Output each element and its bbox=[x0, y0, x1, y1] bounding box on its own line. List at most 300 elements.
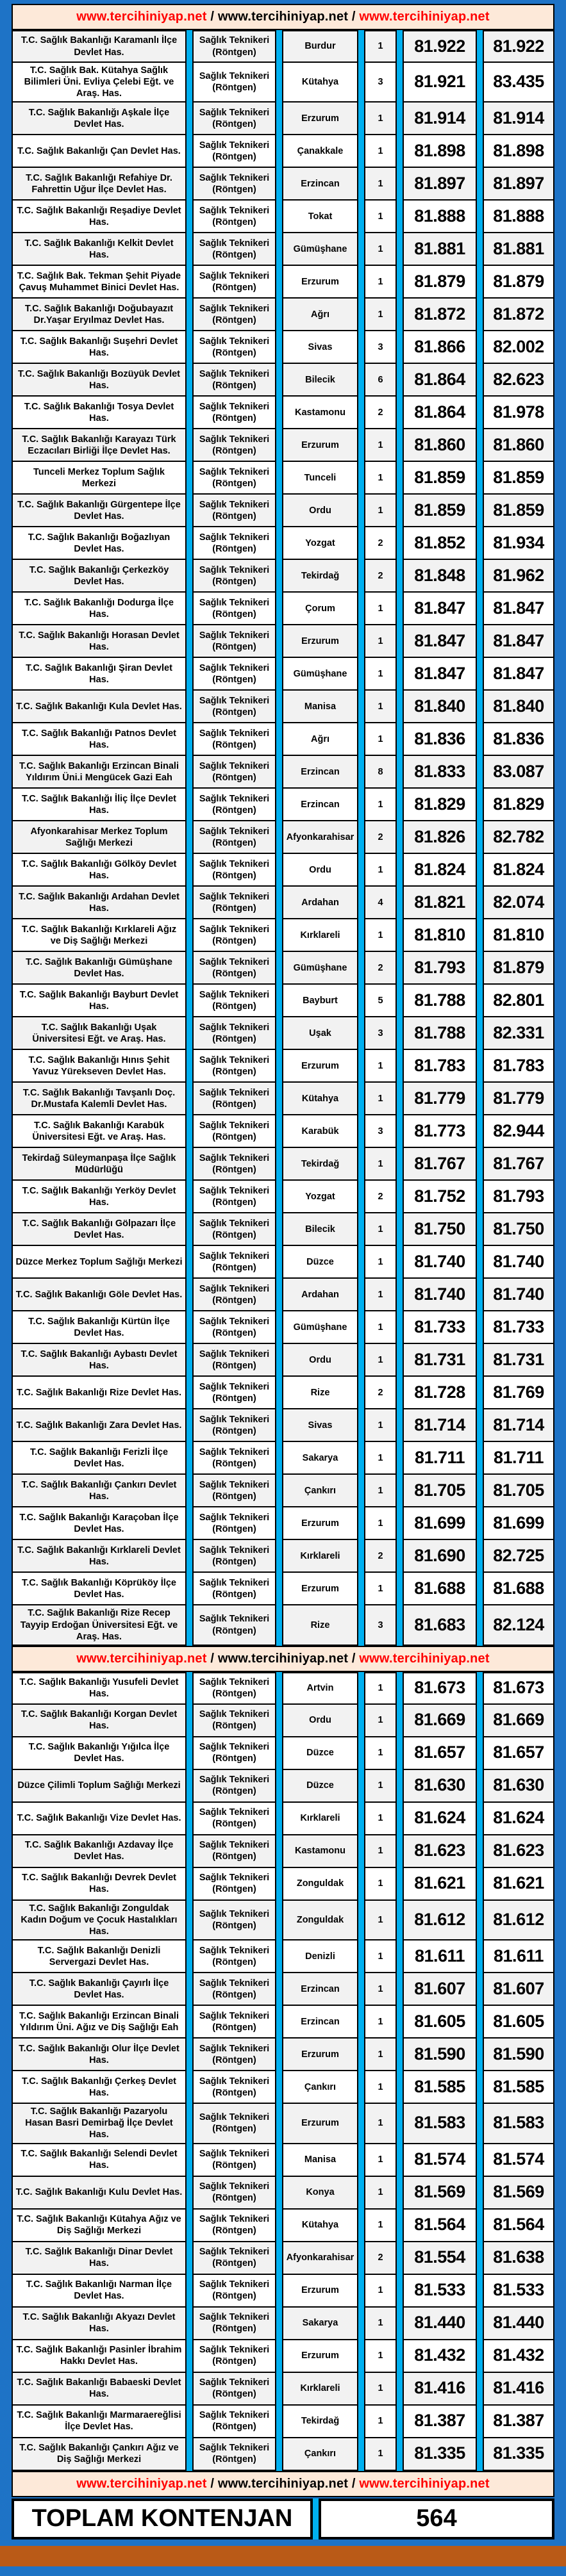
city-cell: Kırklareli bbox=[282, 2373, 358, 2406]
quota-cell: 1 bbox=[364, 103, 397, 135]
position-branch: (Röntgen) bbox=[212, 2087, 256, 2098]
position-branch: (Röntgen) bbox=[212, 47, 256, 58]
max-score-cell: 81.657 bbox=[483, 1737, 554, 1770]
position-cell bbox=[192, 1737, 276, 1770]
table-row bbox=[12, 168, 554, 201]
banner-top bbox=[12, 4, 554, 30]
site-url-text: www.tercihiniyap.net bbox=[359, 2476, 490, 2491]
max-score-cell: 81.731 bbox=[483, 1344, 554, 1377]
quota-cell: 3 bbox=[364, 1605, 397, 1645]
position-cell bbox=[192, 1148, 276, 1181]
city-cell: Erzincan bbox=[282, 168, 358, 201]
position-branch: (Röntgen) bbox=[212, 1327, 256, 1338]
city-cell: Bilecik bbox=[282, 1213, 358, 1246]
position-cell bbox=[192, 135, 276, 168]
position-branch: (Röntgen) bbox=[212, 184, 256, 195]
max-score-cell: 81.699 bbox=[483, 1507, 554, 1540]
min-score-cell: 81.793 bbox=[403, 952, 477, 985]
max-score-cell: 81.779 bbox=[483, 1083, 554, 1115]
position-title: Sağlık Teknikeri bbox=[199, 434, 270, 445]
city-cell: Kırklareli bbox=[282, 1803, 358, 1835]
city-cell: Manisa bbox=[282, 691, 358, 723]
position-branch: (Röntgen) bbox=[212, 83, 256, 94]
institution-cell: T.C. Sağlık Bakanlığı Zonguldak Kadın Doğum ve Çocuk Hastalıkları Has. bbox=[12, 1901, 187, 1940]
city-cell: Erzurum bbox=[282, 2104, 358, 2144]
institution-cell: T.C. Sağlık Bakanlığı Kula Devlet Has. bbox=[12, 691, 187, 723]
position-title: Sağlık Teknikeri bbox=[199, 35, 270, 46]
quota-cell: 1 bbox=[364, 2039, 397, 2071]
quota-cell: 8 bbox=[364, 756, 397, 789]
bottom-bar bbox=[0, 2546, 566, 2566]
city-cell: Tunceli bbox=[282, 462, 358, 495]
position-branch: (Röntgen) bbox=[212, 315, 256, 325]
city-cell: Bilecik bbox=[282, 364, 358, 397]
quota-cell: 1 bbox=[364, 1803, 397, 1835]
position-branch: (Röntgen) bbox=[212, 1625, 256, 1636]
position-branch: (Röntgen) bbox=[212, 1066, 256, 1077]
position-title: Sağlık Teknikeri bbox=[199, 205, 270, 216]
position-cell bbox=[192, 103, 276, 135]
min-score-cell: 81.657 bbox=[403, 1737, 477, 1770]
position-branch: (Röntgen) bbox=[212, 870, 256, 881]
max-score-cell: 81.859 bbox=[483, 462, 554, 495]
site-url-text: www.tercihiniyap.net bbox=[76, 1651, 207, 1666]
city-cell: Afyonkarahisar bbox=[282, 2242, 358, 2275]
min-score-cell: 81.860 bbox=[403, 429, 477, 462]
quota-cell: 1 bbox=[364, 1246, 397, 1279]
position-branch: (Röntgen) bbox=[212, 478, 256, 489]
institution-cell: T.C. Sağlık Bakanlığı Erzincan Binali Yıldırım Üni.i Mengücek Gazi Eah bbox=[12, 756, 187, 789]
min-score-cell: 81.864 bbox=[403, 397, 477, 429]
position-branch: (Röntgen) bbox=[212, 1425, 256, 1436]
min-score-cell: 81.440 bbox=[403, 2308, 477, 2340]
max-score-cell: 81.750 bbox=[483, 1213, 554, 1246]
position-cell bbox=[192, 2242, 276, 2275]
city-cell: Artvin bbox=[282, 1672, 358, 1705]
min-score-cell: 81.779 bbox=[403, 1083, 477, 1115]
table-row bbox=[12, 1835, 554, 1868]
position-title: Sağlık Teknikeri bbox=[199, 2311, 270, 2322]
min-score-cell: 81.866 bbox=[403, 331, 477, 364]
position-cell bbox=[192, 1605, 276, 1645]
max-score-cell: 81.564 bbox=[483, 2210, 554, 2242]
city-cell: Ordu bbox=[282, 1705, 358, 1737]
min-score-cell: 81.821 bbox=[403, 887, 477, 919]
city-cell: Kütahya bbox=[282, 2210, 358, 2242]
min-score-cell: 81.624 bbox=[403, 1803, 477, 1835]
table-row bbox=[12, 233, 554, 266]
quota-cell: 2 bbox=[364, 952, 397, 985]
table-row bbox=[12, 1409, 554, 1442]
max-score-cell: 81.847 bbox=[483, 658, 554, 691]
quota-cell: 1 bbox=[364, 919, 397, 952]
city-cell: Erzurum bbox=[282, 266, 358, 299]
position-title: Sağlık Teknikeri bbox=[199, 1479, 270, 1490]
institution-cell: T.C. Sağlık Bakanlığı Pazaryolu Hasan Basri Demirbağ İlçe Devlet Has. bbox=[12, 2104, 187, 2144]
quota-cell: 1 bbox=[364, 2071, 397, 2104]
min-score-cell: 81.859 bbox=[403, 462, 477, 495]
position-cell bbox=[192, 2006, 276, 2039]
position-title: Sağlık Teknikeri bbox=[199, 1218, 270, 1229]
institution-cell: T.C. Sağlık Bakanlığı Çankırı Ağız ve Diş Sağlığı Merkezi bbox=[12, 2438, 187, 2471]
quota-cell: 2 bbox=[364, 1540, 397, 1573]
city-cell: Ordu bbox=[282, 495, 358, 527]
position-cell bbox=[192, 1672, 276, 1705]
position-branch: (Röntgen) bbox=[212, 2258, 256, 2268]
position-cell bbox=[192, 1507, 276, 1540]
min-score-cell: 81.585 bbox=[403, 2071, 477, 2104]
position-cell bbox=[192, 952, 276, 985]
min-score-cell: 81.683 bbox=[403, 1605, 477, 1645]
table-row bbox=[12, 2144, 554, 2177]
institution-cell: T.C. Sağlık Bakanlığı Horasan Devlet Has. bbox=[12, 625, 187, 658]
position-cell bbox=[192, 887, 276, 919]
max-score-cell: 81.688 bbox=[483, 1573, 554, 1605]
institution-cell: T.C. Sağlık Bakanlığı Kelkit Devlet Has. bbox=[12, 233, 187, 266]
position-title: Sağlık Teknikeri bbox=[199, 1840, 270, 1851]
position-cell bbox=[192, 1573, 276, 1605]
position-title: Sağlık Teknikeri bbox=[199, 2181, 270, 2192]
position-branch: (Röntgen) bbox=[212, 805, 256, 816]
min-score-cell: 81.914 bbox=[403, 103, 477, 135]
site-url-text: www.tercihiniyap.net bbox=[217, 10, 349, 24]
city-cell: Afyonkarahisar bbox=[282, 821, 358, 854]
min-score-cell: 81.387 bbox=[403, 2406, 477, 2438]
position-branch: (Röntgen) bbox=[212, 119, 256, 129]
quota-cell: 2 bbox=[364, 560, 397, 593]
min-score-cell: 81.533 bbox=[403, 2275, 477, 2308]
position-branch: (Röntgen) bbox=[212, 2291, 256, 2301]
position-branch: (Röntgen) bbox=[212, 674, 256, 685]
min-score-cell: 81.590 bbox=[403, 2039, 477, 2071]
min-score-cell: 81.897 bbox=[403, 168, 477, 201]
city-cell: Erzurum bbox=[282, 2275, 358, 2308]
position-title: Sağlık Teknikeri bbox=[199, 107, 270, 118]
position-cell bbox=[192, 1770, 276, 1803]
position-title: Sağlık Teknikeri bbox=[199, 1054, 270, 1065]
position-branch: (Röntgen) bbox=[212, 1721, 256, 1732]
position-title: Sağlık Teknikeri bbox=[199, 1316, 270, 1327]
max-score-cell: 81.533 bbox=[483, 2275, 554, 2308]
position-cell bbox=[192, 1181, 276, 1213]
min-score-cell: 81.840 bbox=[403, 691, 477, 723]
table-row bbox=[12, 1672, 554, 1705]
quota-cell: 1 bbox=[364, 2210, 397, 2242]
min-score-cell: 81.623 bbox=[403, 1835, 477, 1868]
min-score-cell: 81.740 bbox=[403, 1246, 477, 1279]
position-branch: (Röntgen) bbox=[212, 1884, 256, 1895]
table-row bbox=[12, 1050, 554, 1083]
institution-cell: T.C. Sağlık Bakanlığı Karamanlı İlçe Devlet Has. bbox=[12, 30, 187, 63]
max-score-cell: 81.836 bbox=[483, 723, 554, 756]
quota-cell: 1 bbox=[364, 299, 397, 331]
city-cell: Kütahya bbox=[282, 1083, 358, 1115]
max-score-cell: 81.847 bbox=[483, 625, 554, 658]
position-title: Sağlık Teknikeri bbox=[199, 2148, 270, 2159]
min-score-cell: 81.612 bbox=[403, 1901, 477, 1940]
position-title: Sağlık Teknikeri bbox=[199, 1185, 270, 1196]
position-branch: (Röntgen) bbox=[212, 445, 256, 456]
city-cell: Yozgat bbox=[282, 1181, 358, 1213]
min-score-cell: 81.881 bbox=[403, 233, 477, 266]
position-branch: (Röntgen) bbox=[212, 1131, 256, 1142]
site-url-text: www.tercihiniyap.net bbox=[76, 10, 207, 24]
institution-cell: Afyonkarahisar Merkez Toplum Sağlığı Merkezi bbox=[12, 821, 187, 854]
max-score-cell: 81.621 bbox=[483, 1868, 554, 1901]
position-title: Sağlık Teknikeri bbox=[199, 1283, 270, 1294]
max-score-cell: 81.569 bbox=[483, 2177, 554, 2210]
table-row bbox=[12, 1017, 554, 1050]
max-score-cell: 81.611 bbox=[483, 1940, 554, 1973]
min-score-cell: 81.767 bbox=[403, 1148, 477, 1181]
position-title: Sağlık Teknikeri bbox=[199, 238, 270, 249]
city-cell: Erzurum bbox=[282, 2039, 358, 2071]
min-score-cell: 81.898 bbox=[403, 135, 477, 168]
city-cell: Sakarya bbox=[282, 1442, 358, 1475]
banner-separator: / bbox=[348, 10, 360, 24]
position-cell bbox=[192, 2071, 276, 2104]
position-cell bbox=[192, 168, 276, 201]
table-row bbox=[12, 1344, 554, 1377]
max-score-cell: 81.962 bbox=[483, 560, 554, 593]
table-row bbox=[12, 1540, 554, 1573]
institution-cell: T.C. Sağlık Bakanlığı Karayazı Türk Eczacıları Birliği İlçe Devlet Has. bbox=[12, 429, 187, 462]
city-cell: Erzurum bbox=[282, 2340, 358, 2373]
position-cell bbox=[192, 2275, 276, 2308]
position-branch: (Röntgen) bbox=[212, 1589, 256, 1600]
position-cell bbox=[192, 1868, 276, 1901]
institution-cell: T.C. Sağlık Bakanlığı Şiran Devlet Has. bbox=[12, 658, 187, 691]
institution-cell: Düzce Çilimli Toplum Sağlığı Merkezi bbox=[12, 1770, 187, 1803]
city-cell: Erzurum bbox=[282, 429, 358, 462]
position-branch: (Röntgen) bbox=[212, 1786, 256, 1797]
position-cell bbox=[192, 2406, 276, 2438]
position-cell bbox=[192, 397, 276, 429]
institution-cell: T.C. Sağlık Bakanlığı Karaçoban İlçe Devlet Has. bbox=[12, 1507, 187, 1540]
city-cell: Çanakkale bbox=[282, 135, 358, 168]
max-score-cell: 81.669 bbox=[483, 1705, 554, 1737]
table-row bbox=[12, 723, 554, 756]
quota-cell: 1 bbox=[364, 1213, 397, 1246]
site-url-text: www.tercihiniyap.net bbox=[359, 10, 490, 24]
site-url-text: www.tercihiniyap.net bbox=[217, 1651, 349, 1666]
quota-cell: 2 bbox=[364, 527, 397, 560]
position-title: Sağlık Teknikeri bbox=[199, 1349, 270, 1359]
table-row bbox=[12, 1573, 554, 1605]
position-cell bbox=[192, 985, 276, 1017]
position-title: Sağlık Teknikeri bbox=[199, 2246, 270, 2257]
position-cell bbox=[192, 429, 276, 462]
quota-cell: 1 bbox=[364, 30, 397, 63]
position-branch: (Röntgen) bbox=[212, 1851, 256, 1862]
table-row bbox=[12, 1507, 554, 1540]
min-score-cell: 81.752 bbox=[403, 1181, 477, 1213]
position-branch: (Röntgen) bbox=[212, 1556, 256, 1567]
max-score-cell: 81.711 bbox=[483, 1442, 554, 1475]
min-score-cell: 81.699 bbox=[403, 1507, 477, 1540]
table-row bbox=[12, 2406, 554, 2438]
institution-cell: T.C. Sağlık Bakanlığı Erzincan Binali Yıldırım Üni. Ağız ve Diş Sağlığı Eah bbox=[12, 2006, 187, 2039]
min-score-cell: 81.833 bbox=[403, 756, 477, 789]
institution-cell: T.C. Sağlık Bakanlığı Gümüşhane Devlet Has. bbox=[12, 952, 187, 985]
institution-cell: T.C. Sağlık Bakanlığı Çankırı Devlet Has. bbox=[12, 1475, 187, 1507]
position-title: Sağlık Teknikeri bbox=[199, 858, 270, 869]
city-cell: Ardahan bbox=[282, 887, 358, 919]
position-branch: (Röntgen) bbox=[212, 151, 256, 162]
position-branch: (Röntgen) bbox=[212, 2055, 256, 2065]
min-score-cell: 81.810 bbox=[403, 919, 477, 952]
position-cell bbox=[192, 2340, 276, 2373]
position-cell bbox=[192, 2308, 276, 2340]
institution-cell: T.C. Sağlık Bakanlığı Uşak Üniversitesi Eğt. ve Araş. Has. bbox=[12, 1017, 187, 1050]
city-cell: Erzurum bbox=[282, 1050, 358, 1083]
max-score-cell: 81.733 bbox=[483, 1311, 554, 1344]
position-cell bbox=[192, 527, 276, 560]
table-row bbox=[12, 2275, 554, 2308]
position-title: Sağlık Teknikeri bbox=[199, 695, 270, 706]
city-cell: Rize bbox=[282, 1377, 358, 1409]
max-score-cell: 81.881 bbox=[483, 233, 554, 266]
institution-cell: T.C. Sağlık Bakanlığı Patnos Devlet Has. bbox=[12, 723, 187, 756]
position-branch: (Röntgen) bbox=[212, 1001, 256, 1012]
quota-cell: 2 bbox=[364, 1181, 397, 1213]
table-row bbox=[12, 30, 554, 63]
table-row bbox=[12, 2071, 554, 2104]
min-score-cell: 81.607 bbox=[403, 1973, 477, 2006]
position-branch: (Röntgen) bbox=[212, 1229, 256, 1240]
max-score-cell: 81.607 bbox=[483, 1973, 554, 2006]
table-row bbox=[12, 919, 554, 952]
institution-cell: T.C. Sağlık Bakanlığı Refahiye Dr. Fahrettin Uğur İlçe Devlet Has. bbox=[12, 168, 187, 201]
institution-cell: T.C. Sağlık Bakanlığı Rize Recep Tayyip Erdoğan Üniversitesi Eğt. ve Araş. Has. bbox=[12, 1605, 187, 1645]
quota-cell: 2 bbox=[364, 397, 397, 429]
quota-cell: 1 bbox=[364, 1279, 397, 1311]
position-title: Sağlık Teknikeri bbox=[199, 793, 270, 804]
position-branch: (Röntgen) bbox=[212, 1262, 256, 1273]
table-row bbox=[12, 1148, 554, 1181]
position-branch: (Röntgen) bbox=[212, 837, 256, 848]
quota-cell: 1 bbox=[364, 1901, 397, 1940]
position-cell bbox=[192, 691, 276, 723]
table-row bbox=[12, 1770, 554, 1803]
quota-cell: 1 bbox=[364, 1344, 397, 1377]
max-score-cell: 82.074 bbox=[483, 887, 554, 919]
table-row bbox=[12, 331, 554, 364]
table-row bbox=[12, 1475, 554, 1507]
city-cell: Kırklareli bbox=[282, 919, 358, 952]
position-cell bbox=[192, 462, 276, 495]
quota-cell: 2 bbox=[364, 821, 397, 854]
position-title: Sağlık Teknikeri bbox=[199, 172, 270, 183]
table-row bbox=[12, 756, 554, 789]
institution-cell: T.C. Sağlık Bakanlığı Gölköy Devlet Has. bbox=[12, 854, 187, 887]
min-score-cell: 81.788 bbox=[403, 1017, 477, 1050]
city-cell: Yozgat bbox=[282, 527, 358, 560]
quota-cell: 1 bbox=[364, 1737, 397, 1770]
table-row bbox=[12, 1279, 554, 1311]
table-row bbox=[12, 2104, 554, 2144]
position-title: Sağlık Teknikeri bbox=[199, 140, 270, 151]
institution-cell: T.C. Sağlık Bakanlığı Selendi Devlet Has. bbox=[12, 2144, 187, 2177]
banner-middle bbox=[12, 1646, 554, 1672]
quota-cell: 3 bbox=[364, 1017, 397, 1050]
quota-cell: 6 bbox=[364, 364, 397, 397]
position-title: Sağlık Teknikeri bbox=[199, 1873, 270, 1883]
position-branch: (Röntgen) bbox=[212, 968, 256, 979]
city-cell: Çankırı bbox=[282, 1475, 358, 1507]
city-cell: Bayburt bbox=[282, 985, 358, 1017]
position-cell bbox=[192, 1940, 276, 1973]
table-row bbox=[12, 625, 554, 658]
city-cell: Kütahya bbox=[282, 63, 358, 103]
city-cell: Burdur bbox=[282, 30, 358, 63]
quota-cell: 4 bbox=[364, 887, 397, 919]
table-row bbox=[12, 1868, 554, 1901]
max-score-cell: 81.840 bbox=[483, 691, 554, 723]
quota-cell: 1 bbox=[364, 1507, 397, 1540]
max-score-cell: 81.898 bbox=[483, 135, 554, 168]
city-cell: Denizli bbox=[282, 1940, 358, 1973]
position-title: Sağlık Teknikeri bbox=[199, 401, 270, 412]
max-score-cell: 82.331 bbox=[483, 1017, 554, 1050]
table-row bbox=[12, 1901, 554, 1940]
position-cell bbox=[192, 495, 276, 527]
position-title: Sağlık Teknikeri bbox=[199, 891, 270, 902]
quota-cell: 2 bbox=[364, 2242, 397, 2275]
institution-cell: T.C. Sağlık Bakanlığı Suşehri Devlet Has. bbox=[12, 331, 187, 364]
banner-separator: / bbox=[206, 2476, 218, 2491]
table-row bbox=[12, 1246, 554, 1279]
max-score-cell: 81.714 bbox=[483, 1409, 554, 1442]
position-cell bbox=[192, 2144, 276, 2177]
max-score-cell: 81.432 bbox=[483, 2340, 554, 2373]
quota-cell: 1 bbox=[364, 1973, 397, 2006]
table-row bbox=[12, 266, 554, 299]
position-title: Sağlık Teknikeri bbox=[199, 1512, 270, 1523]
table-row bbox=[12, 2340, 554, 2373]
table-row bbox=[12, 887, 554, 919]
position-branch: (Röntgen) bbox=[212, 641, 256, 652]
position-cell bbox=[192, 1050, 276, 1083]
city-cell: Zonguldak bbox=[282, 1901, 358, 1940]
table-row bbox=[12, 299, 554, 331]
position-title: Sağlık Teknikeri bbox=[199, 728, 270, 739]
institution-cell: T.C. Sağlık Bakanlığı Gölpazarı İlçe Devlet Has. bbox=[12, 1213, 187, 1246]
min-score-cell: 81.673 bbox=[403, 1672, 477, 1705]
position-title: Sağlık Teknikeri bbox=[199, 336, 270, 347]
banner-separator: / bbox=[348, 1651, 360, 1666]
quota-cell: 1 bbox=[364, 2406, 397, 2438]
max-score-cell: 81.888 bbox=[483, 201, 554, 233]
position-title: Sağlık Teknikeri bbox=[199, 1677, 270, 1688]
quota-cell: 1 bbox=[364, 789, 397, 821]
position-cell bbox=[192, 1213, 276, 1246]
max-score-cell: 81.783 bbox=[483, 1050, 554, 1083]
position-title: Sağlık Teknikeri bbox=[199, 368, 270, 379]
quota-cell: 1 bbox=[364, 429, 397, 462]
city-cell: Uşak bbox=[282, 1017, 358, 1050]
position-cell bbox=[192, 1311, 276, 1344]
institution-cell: T.C. Sağlık Bakanlığı Çan Devlet Has. bbox=[12, 135, 187, 168]
position-title: Sağlık Teknikeri bbox=[199, 597, 270, 608]
position-branch: (Röntgen) bbox=[212, 739, 256, 750]
table-row bbox=[12, 1737, 554, 1770]
max-score-cell: 81.860 bbox=[483, 429, 554, 462]
table-row bbox=[12, 658, 554, 691]
position-branch: (Röntgen) bbox=[212, 543, 256, 554]
position-cell bbox=[192, 1409, 276, 1442]
position-cell bbox=[192, 63, 276, 103]
